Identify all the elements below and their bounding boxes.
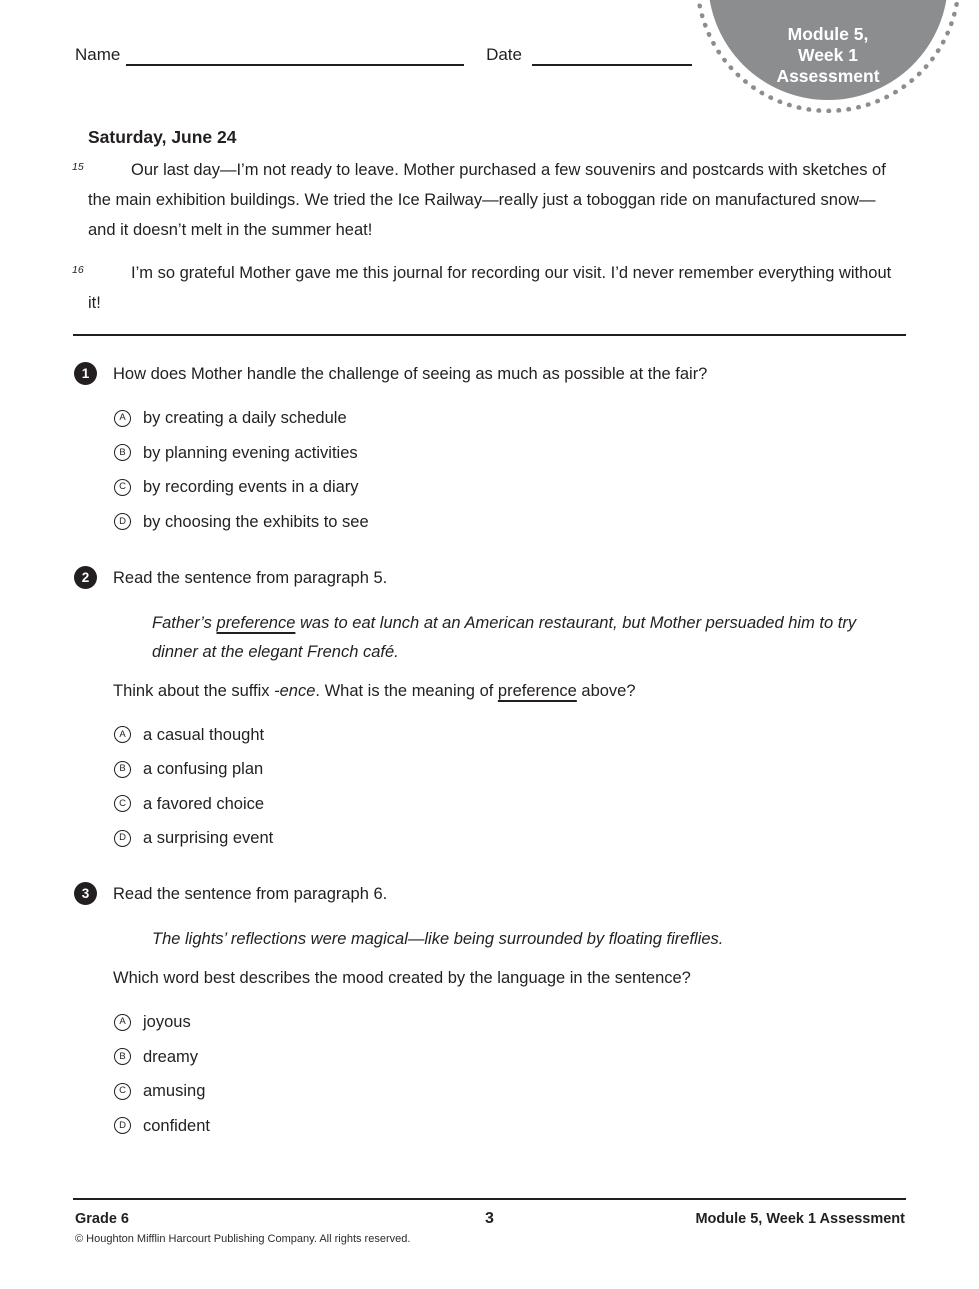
choice-label: by planning evening activities <box>143 443 358 462</box>
choice-row-3C[interactable] <box>114 1082 906 1100</box>
choice-label: a favored choice <box>143 794 265 813</box>
paragraph-number: 16 <box>72 264 84 276</box>
choice-label: a surprising event <box>143 829 274 847</box>
name-label: Name <box>75 45 121 64</box>
page-content <box>73 120 906 1135</box>
choice-bubble-B[interactable]: B <box>114 444 131 461</box>
choice-label: dreamy <box>143 1047 199 1066</box>
question-3-header <box>73 883 906 905</box>
choice-bubble-A[interactable]: A <box>114 410 131 427</box>
copyright-notice: © Houghton Mifflin Harcourt Publishing Company. All rights reserved. <box>75 1233 411 1245</box>
badge-line-1: Module 5, <box>787 24 869 44</box>
badge-line-2: Week 1 <box>798 45 858 65</box>
choice-label: joyous <box>143 1013 191 1031</box>
choice-bubble-C[interactable]: C <box>114 1083 131 1100</box>
choice-row-3B[interactable] <box>114 1048 906 1066</box>
paragraph-text: I’m so grateful Mother gave me this journal for recording our visit. I’d never remember everything without it! <box>88 264 892 312</box>
question-prompt: Read the sentence from paragraph 5. <box>113 568 388 587</box>
choice-label: by recording events in a diary <box>143 478 359 496</box>
choice-row-2D[interactable] <box>114 829 906 847</box>
choice-bubble-A[interactable]: A <box>114 726 131 743</box>
quote-underlined-word: preference <box>216 613 296 632</box>
passage-paragraph-15 <box>72 155 893 245</box>
suffix-italic: -ence <box>274 681 316 700</box>
choice-bubble-B[interactable]: B <box>114 761 131 778</box>
quoted-sentence <box>152 609 892 667</box>
followup-text: Think about the suffix <box>113 681 275 700</box>
choice-label: a casual thought <box>143 725 265 744</box>
question-prompt: How does Mother handle the challenge of seeing as much as possible at the fair? <box>113 365 708 383</box>
choice-row-3D[interactable] <box>114 1117 906 1135</box>
question-3 <box>73 883 906 1135</box>
choice-bubble-C[interactable]: C <box>114 795 131 812</box>
passage-heading: Saturday, June 24 <box>88 127 237 147</box>
module-badge-label <box>708 24 948 87</box>
followup-text: . What is the meaning of <box>315 681 498 700</box>
quote-post: was to eat lunch at an American restaurant, but Mother persuaded him to try dinner at the elegant French café. <box>152 613 857 661</box>
question-1-header <box>73 363 906 385</box>
section-divider <box>73 334 906 336</box>
header <box>75 44 692 66</box>
question-1 <box>73 363 906 531</box>
choice-row-2A[interactable] <box>114 726 906 744</box>
paragraph-number: 15 <box>72 161 84 173</box>
paragraph-text: Our last day—I’m not ready to leave. Mother purchased a few souvenirs and postcards with sketches of the main exhibition buildings. We tried the Ice Railway—really just a toboggan ride on manufactured snow—and it doesn’t melt in the summer heat! <box>88 161 886 239</box>
question-followup: Which word best describes the mood created by the language in the sentence? <box>113 969 691 987</box>
question-2 <box>73 567 906 848</box>
choice-row-1A[interactable] <box>114 409 906 427</box>
choice-label: by choosing the exhibits to see <box>143 512 369 531</box>
choice-label: a confusing plan <box>143 760 264 778</box>
date-input-line[interactable] <box>532 46 692 66</box>
footer-module: Module 5, Week 1 Assessment <box>695 1211 905 1227</box>
page-number: 3 <box>485 1210 494 1227</box>
question-prompt: Read the sentence from paragraph 6. <box>113 885 388 903</box>
followup-underlined-word: preference <box>497 681 577 700</box>
question-followup <box>113 680 893 702</box>
question-1-choices <box>114 409 906 531</box>
name-input-line[interactable] <box>126 46 464 66</box>
choice-label: confident <box>143 1116 210 1135</box>
quoted-sentence: The lights’ reflections were magical—like being surrounded by floating fireflies. <box>152 930 724 948</box>
date-label: Date <box>486 45 522 64</box>
footer-grade: Grade 6 <box>75 1211 129 1227</box>
choice-bubble-D[interactable]: D <box>114 513 131 530</box>
choice-bubble-B[interactable]: B <box>114 1048 131 1065</box>
quote-pre: Father’s <box>152 613 217 632</box>
choice-bubble-D[interactable]: D <box>114 830 131 847</box>
choice-label: amusing <box>143 1082 206 1100</box>
choice-label: by creating a daily schedule <box>143 409 347 427</box>
choice-bubble-D[interactable]: D <box>114 1117 131 1134</box>
footer-divider <box>73 1198 906 1200</box>
choice-row-1B[interactable] <box>114 444 906 462</box>
badge-line-3: Assessment <box>776 66 880 86</box>
question-3-choices <box>114 1013 906 1135</box>
passage-paragraph-16 <box>72 258 893 318</box>
question-2-header <box>73 567 906 589</box>
question-number-badge: 2 <box>74 566 97 589</box>
question-number-badge: 1 <box>74 362 97 385</box>
question-number-badge: 3 <box>74 882 97 905</box>
choice-row-2B[interactable] <box>114 760 906 778</box>
followup-text: above? <box>576 681 636 700</box>
question-2-choices <box>114 726 906 848</box>
choice-row-3A[interactable] <box>114 1013 906 1031</box>
choice-row-2C[interactable] <box>114 795 906 813</box>
choice-row-1D[interactable] <box>114 513 906 531</box>
choice-bubble-A[interactable]: A <box>114 1014 131 1031</box>
choice-bubble-C[interactable]: C <box>114 479 131 496</box>
choice-row-1C[interactable] <box>114 478 906 496</box>
